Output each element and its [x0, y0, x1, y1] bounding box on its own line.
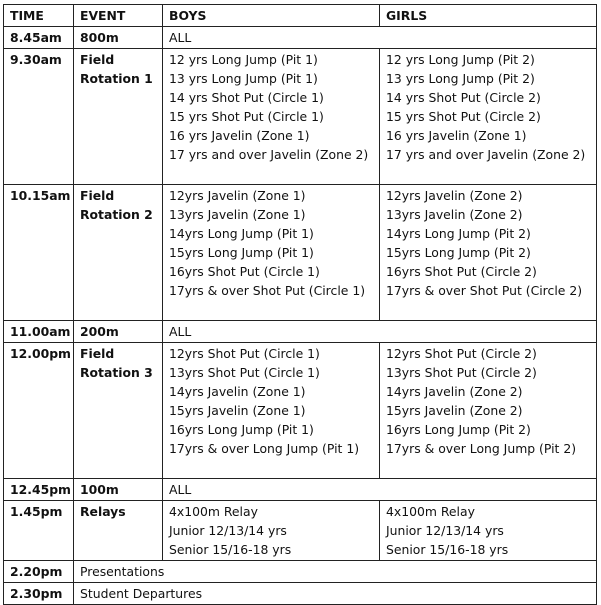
list-item: 13 yrs Long Jump (Pit 2) — [386, 71, 535, 86]
girls-cell — [380, 501, 597, 561]
event-cell: 100m — [74, 479, 163, 501]
event-cell: Relays — [74, 501, 163, 561]
list-item: 12yrs Shot Put (Circle 1) — [169, 346, 320, 361]
list-item: 17yrs & over Shot Put (Circle 1) — [169, 283, 366, 298]
list-item: Senior 15/16-18 yrs — [386, 542, 509, 557]
list-item: 12 yrs Long Jump (Pit 1) — [169, 52, 318, 67]
header-time: TIME — [4, 5, 74, 27]
list-item: 14yrs Javelin (Zone 1) — [169, 384, 306, 399]
schedule-table — [3, 4, 597, 605]
event-line: Rotation 3 — [80, 365, 153, 380]
table-row — [4, 479, 597, 501]
time-cell: 1.45pm — [4, 501, 74, 561]
list-item: 17 yrs and over Javelin (Zone 2) — [169, 147, 369, 162]
header-event: EVENT — [74, 5, 163, 27]
list-item: 15yrs Long Jump (Pit 2) — [386, 245, 531, 260]
event-line: Rotation 2 — [80, 207, 153, 222]
time-cell: 12.00pm — [4, 343, 74, 479]
boys-cell — [163, 343, 380, 479]
table-row — [4, 49, 597, 185]
table-row — [4, 343, 597, 479]
header-row — [4, 5, 597, 27]
header-girls: GIRLS — [380, 5, 597, 27]
all-cell: ALL — [163, 479, 597, 501]
time-cell: 12.45pm — [4, 479, 74, 501]
table-row — [4, 561, 597, 583]
list-item: 17 yrs and over Javelin (Zone 2) — [386, 147, 586, 162]
table-row — [4, 321, 597, 343]
list-item: 12yrs Javelin (Zone 1) — [169, 188, 306, 203]
list-item: 12yrs Javelin (Zone 2) — [386, 188, 523, 203]
girls-cell — [380, 343, 597, 479]
event-cell: 800m — [74, 27, 163, 49]
list-item: 4x100m Relay — [169, 504, 258, 519]
departures-cell: Student Departures — [74, 583, 597, 605]
list-item: 4x100m Relay — [386, 504, 475, 519]
time-cell: 8.45am — [4, 27, 74, 49]
list-item: 16yrs Long Jump (Pit 2) — [386, 422, 531, 437]
list-item: 17yrs & over Long Jump (Pit 1) — [169, 441, 360, 456]
event-line: Rotation 1 — [80, 71, 153, 86]
list-item: Junior 12/13/14 yrs — [386, 523, 504, 538]
event-cell: 200m — [74, 321, 163, 343]
event-line: Field — [80, 188, 115, 203]
boys-cell — [163, 501, 380, 561]
event-line: Field — [80, 346, 115, 361]
list-item: 15 yrs Shot Put (Circle 2) — [386, 109, 541, 124]
event-cell — [74, 343, 163, 479]
list-item: 17yrs & over Long Jump (Pit 2) — [386, 441, 577, 456]
list-item: 13 yrs Long Jump (Pit 1) — [169, 71, 318, 86]
event-cell — [74, 185, 163, 321]
time-cell: 2.30pm — [4, 583, 74, 605]
list-item: 13yrs Javelin (Zone 1) — [169, 207, 306, 222]
all-cell: ALL — [163, 321, 597, 343]
list-item: 15yrs Long Jump (Pit 1) — [169, 245, 314, 260]
boys-cell — [163, 49, 380, 185]
header-boys: BOYS — [163, 5, 380, 27]
list-item: 13yrs Javelin (Zone 2) — [386, 207, 523, 222]
list-item: 13yrs Shot Put (Circle 1) — [169, 365, 320, 380]
time-cell: 9.30am — [4, 49, 74, 185]
table-row — [4, 501, 597, 561]
list-item: 14yrs Long Jump (Pit 1) — [169, 226, 314, 241]
list-item: 12yrs Shot Put (Circle 2) — [386, 346, 537, 361]
all-cell: ALL — [163, 27, 597, 49]
time-cell: 11.00am — [4, 321, 74, 343]
list-item: 16yrs Shot Put (Circle 2) — [386, 264, 537, 279]
boys-cell — [163, 185, 380, 321]
list-item: 12 yrs Long Jump (Pit 2) — [386, 52, 535, 67]
girls-cell — [380, 185, 597, 321]
list-item: 15 yrs Shot Put (Circle 1) — [169, 109, 324, 124]
presentations-cell: Presentations — [74, 561, 597, 583]
table-row — [4, 185, 597, 321]
time-cell: 2.20pm — [4, 561, 74, 583]
list-item: 15yrs Javelin (Zone 1) — [169, 403, 306, 418]
list-item: 13yrs Shot Put (Circle 2) — [386, 365, 537, 380]
list-item: 15yrs Javelin (Zone 2) — [386, 403, 523, 418]
list-item: 14yrs Long Jump (Pit 2) — [386, 226, 531, 241]
table-row — [4, 27, 597, 49]
event-line: Field — [80, 52, 115, 67]
list-item: 17yrs & over Shot Put (Circle 2) — [386, 283, 583, 298]
table-row — [4, 583, 597, 605]
list-item: 14 yrs Shot Put (Circle 2) — [386, 90, 541, 105]
list-item: 16 yrs Javelin (Zone 1) — [169, 128, 310, 143]
list-item: 16yrs Shot Put (Circle 1) — [169, 264, 320, 279]
time-cell: 10.15am — [4, 185, 74, 321]
list-item: 14 yrs Shot Put (Circle 1) — [169, 90, 324, 105]
list-item: 14yrs Javelin (Zone 2) — [386, 384, 523, 399]
event-cell — [74, 49, 163, 185]
list-item: Senior 15/16-18 yrs — [169, 542, 292, 557]
list-item: 16yrs Long Jump (Pit 1) — [169, 422, 314, 437]
girls-cell — [380, 49, 597, 185]
list-item: 16 yrs Javelin (Zone 1) — [386, 128, 527, 143]
list-item: Junior 12/13/14 yrs — [169, 523, 287, 538]
